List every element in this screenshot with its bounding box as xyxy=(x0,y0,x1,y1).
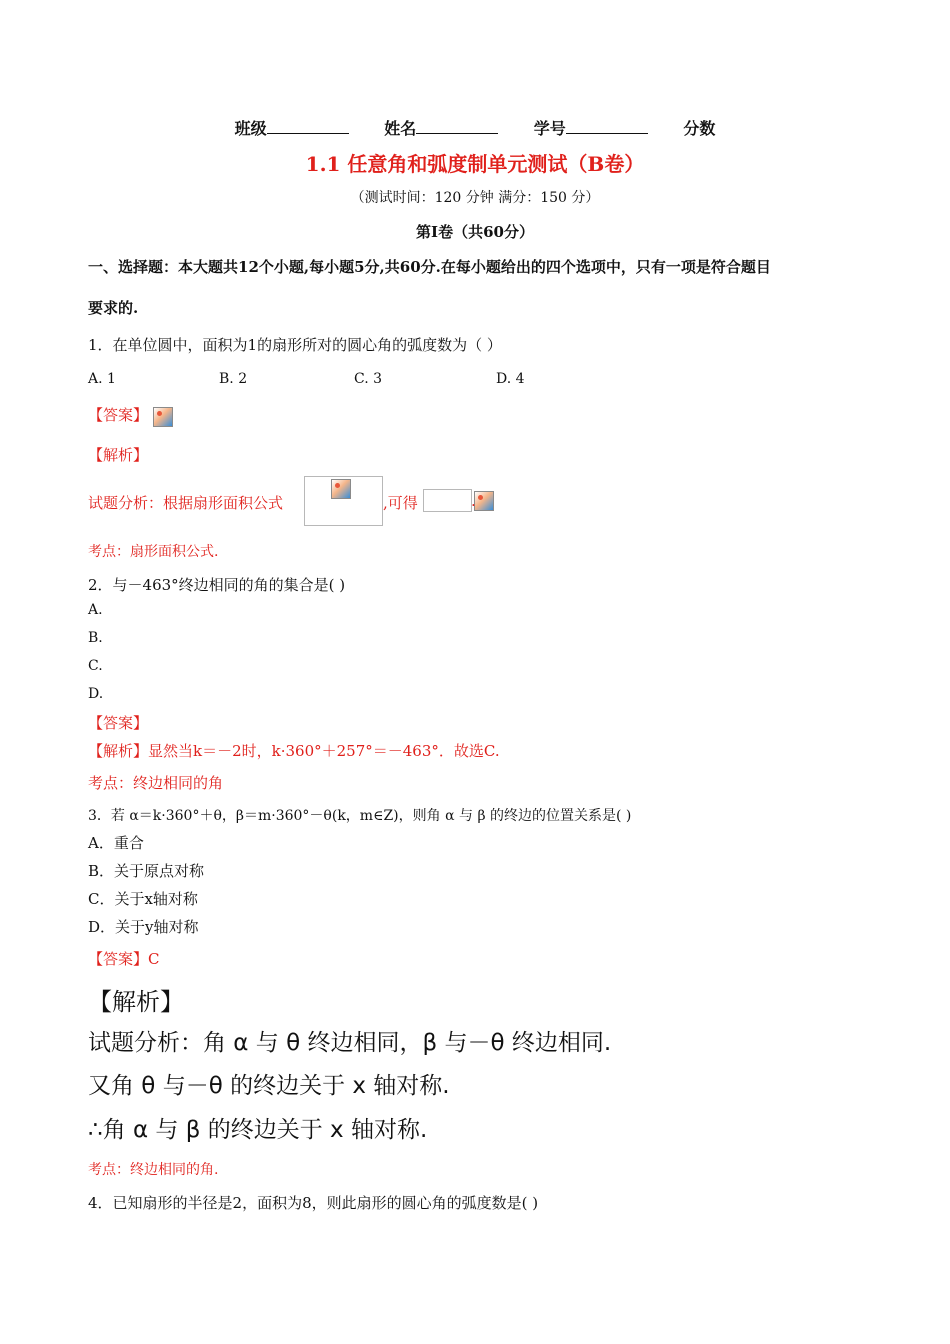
section-heading-line2: 要求的. xyxy=(88,299,139,317)
q2-stem: 2．与－463°终边相同的角的集合是( ) xyxy=(88,576,346,594)
q1-stem: 1．在单位圆中，面积为1的扇形所对的圆心角的弧度数为（ ） xyxy=(88,336,502,354)
q2-analysis-tag: 【解析】 xyxy=(88,742,149,760)
q3-option-c: C．关于x轴对称 xyxy=(88,890,198,908)
broken-image-icon xyxy=(153,407,173,427)
q1-answer-tag: 【答案】 xyxy=(88,406,149,424)
id-label: 学号 xyxy=(533,119,566,138)
q3-answer-tag: 【答案】 xyxy=(88,950,149,968)
q2-option-a: A. xyxy=(88,602,103,618)
q1-analysis-tag: 【解析】 xyxy=(88,446,149,464)
q1-option-b: B. 2 xyxy=(219,371,248,387)
broken-image-icon xyxy=(331,479,351,499)
q3-option-b: B．关于原点对称 xyxy=(88,862,205,880)
q2-option-c: C. xyxy=(88,658,103,674)
q2-point: 考点：终边相同的角 xyxy=(88,774,224,792)
q1-analysis-text-c: . xyxy=(471,492,476,510)
student-info-header xyxy=(0,116,950,139)
name-blank xyxy=(416,119,498,134)
class-label: 班级 xyxy=(234,119,267,138)
id-blank xyxy=(566,119,648,134)
q1-point: 考点：扇形面积公式. xyxy=(88,544,219,560)
test-info: （测试时间：120 分钟 满分：150 分） xyxy=(350,190,600,206)
q2-analysis-text: 显然当k＝－2时，k·360°＋257°＝－463°．故选C. xyxy=(148,742,500,760)
q1-option-a: A. 1 xyxy=(88,371,116,387)
q3-analysis-line1: 试题分析：角 α 与 θ 终边相同，β 与－θ 终边相同. xyxy=(88,1030,612,1056)
q2-option-b: B. xyxy=(88,630,103,646)
score-label: 分数 xyxy=(683,119,716,138)
part-title: 第Ⅰ卷（共60分） xyxy=(416,223,534,241)
q3-answer xyxy=(88,948,160,969)
q3-analysis-line2: 又角 θ 与－θ 的终边关于 x 轴对称. xyxy=(88,1073,450,1099)
q2-analysis xyxy=(88,740,500,761)
q1-option-d: D. 4 xyxy=(496,371,525,387)
q2-option-d: D. xyxy=(88,686,104,702)
q1-analysis-text-b: ,可得 xyxy=(383,494,418,512)
q3-stem: 3．若 α＝k·360°＋θ，β＝m·360°－θ(k，m∈Z)，则角 α 与 β 的终边的位置关系是( ) xyxy=(88,808,632,824)
q3-analysis-line3: ∴角 α 与 β 的终边关于 x 轴对称. xyxy=(88,1117,428,1143)
q2-answer-tag: 【答案】 xyxy=(88,714,149,732)
q3-option-a: A．重合 xyxy=(88,834,144,852)
q3-point: 考点：终边相同的角. xyxy=(88,1162,219,1178)
q3-answer-value: C xyxy=(148,950,160,968)
class-blank xyxy=(267,119,349,134)
broken-image-icon xyxy=(474,491,494,511)
q3-option-d: D．关于y轴对称 xyxy=(88,918,199,936)
q4-stem: 4．已知扇形的半径是2，面积为8，则此扇形的圆心角的弧度数是( ) xyxy=(88,1194,539,1212)
q1-analysis-text-a: 试题分析：根据扇形面积公式 xyxy=(88,494,284,512)
result-image-frame xyxy=(423,489,472,512)
section-heading-line1: 一、选择题：本大题共12个小题,每小题5分,共60分.在每小题给出的四个选项中，只有一项是符合题目 xyxy=(88,258,771,276)
q3-analysis-tag: 【解析】 xyxy=(88,988,184,1016)
page-title: 1.1 任意角和弧度制单元测试（B卷） xyxy=(305,152,645,176)
name-label: 姓名 xyxy=(384,119,417,138)
q1-option-c: C. 3 xyxy=(354,371,383,387)
